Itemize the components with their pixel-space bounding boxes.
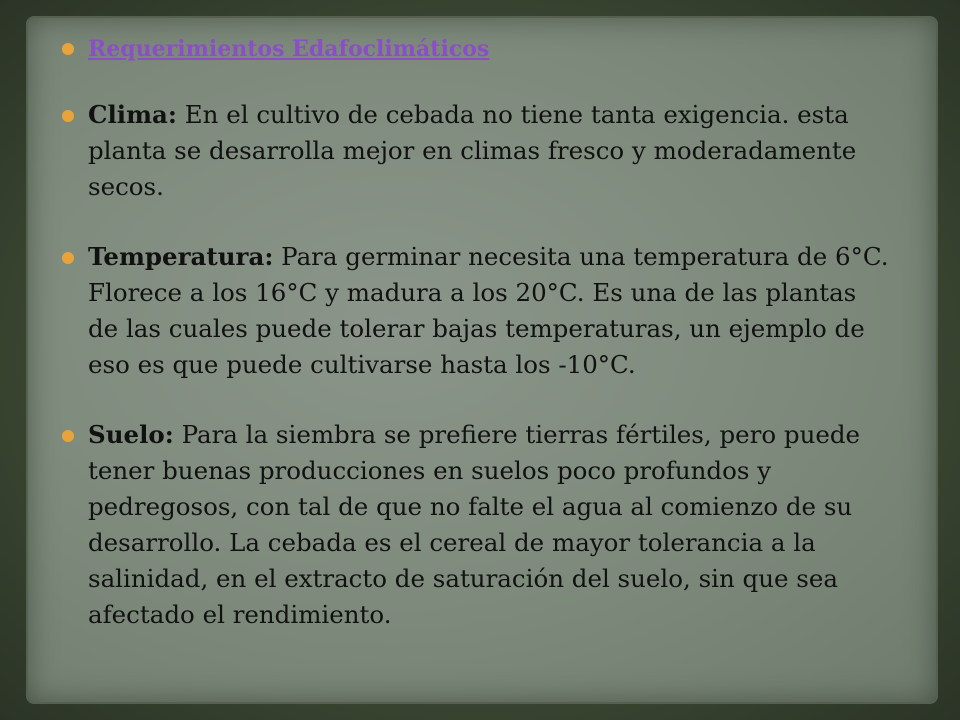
slide-content [62, 30, 892, 667]
list-item-suelo [62, 417, 892, 633]
heading-item [62, 30, 892, 67]
bullet-icon [62, 430, 74, 442]
item-text: Para germinar necesita una temperatura de 6°C. Florece a los 16°C y madura a los 20°C. Es una de las plantas de las cuales puede tolerar bajas temperaturas, un ejemplo de eso es que puede cultivarse hasta los -10°C. [88, 242, 889, 379]
item-text: En el cultivo de cebada no tiene tanta exigencia. esta planta se desarrolla mejor en climas fresco y moderadamente secos. [88, 100, 857, 201]
item-label: Clima: [88, 100, 177, 129]
item-text: Para la siembra se prefiere tierras fértiles, pero puede tener buenas producciones en suelos poco profundos y pedregosos, con tal de que no falte el agua al comienzo de su desarrollo. La cebada es el cereal de mayor tolerancia a la salinidad, en el extracto de saturación del suelo, sin que sea afectado el rendimiento. [88, 420, 861, 629]
item-label: Temperatura: [88, 242, 274, 271]
heading-link[interactable]: Requerimientos Edafoclimáticos [88, 36, 490, 62]
bullet-icon [62, 43, 74, 55]
bullet-icon [62, 110, 74, 122]
list-item-temperatura [62, 239, 892, 383]
bullet-icon [62, 252, 74, 264]
item-label: Suelo: [88, 420, 174, 449]
list-item-clima [62, 97, 892, 205]
